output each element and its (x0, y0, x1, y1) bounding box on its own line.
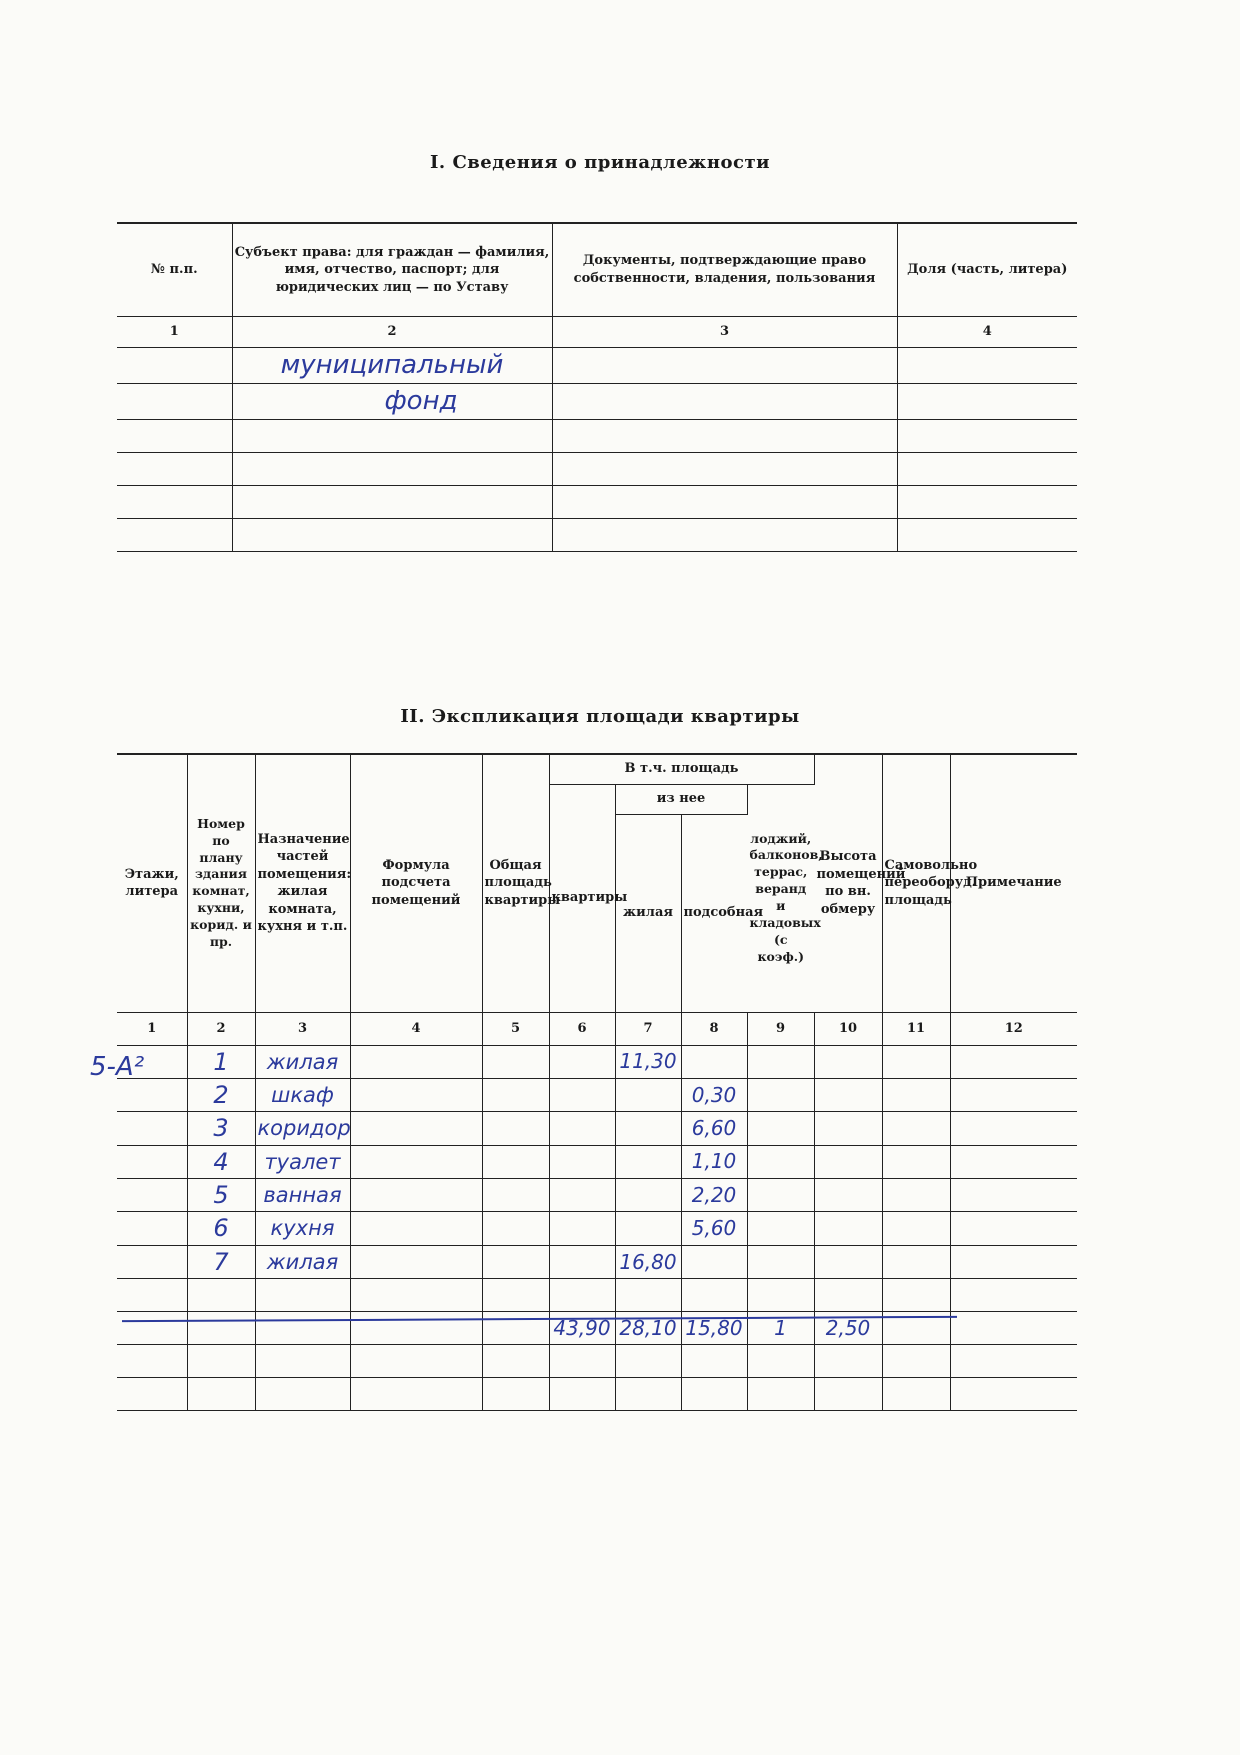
header-purpose: Назначение частей помещения: жилая комната, кухня и т.п. (255, 754, 350, 1012)
aux-area: 6,60 (681, 1112, 747, 1145)
room-number: 3 (187, 1112, 255, 1145)
cell (814, 1212, 882, 1245)
room-number: 1 (187, 1045, 255, 1078)
cell (552, 348, 897, 384)
room-number: 2 (187, 1078, 255, 1111)
handwritten-owner-1: муниципальный (232, 348, 552, 384)
living-area: 11,30 (615, 1045, 681, 1078)
room-number: 5 (187, 1179, 255, 1212)
colnum: 6 (549, 1012, 615, 1045)
room-number: 6 (187, 1212, 255, 1245)
cell (117, 1212, 187, 1245)
cell (950, 1212, 1077, 1245)
table-row (117, 1245, 1077, 1278)
header-loggia: лоджий, балконов, террас, веранд и кладовых (с коэф.) (747, 784, 814, 1012)
total-loggia: 1 (747, 1312, 814, 1345)
table-row (117, 1112, 1077, 1145)
cell (117, 348, 232, 384)
total-aux: 15,80 (681, 1312, 747, 1345)
cell (482, 1145, 549, 1178)
cell (482, 1212, 549, 1245)
living-area (615, 1212, 681, 1245)
colnum: 10 (814, 1012, 882, 1045)
living-area (615, 1112, 681, 1145)
room-number: 4 (187, 1145, 255, 1178)
cell (747, 1212, 814, 1245)
aux-area (681, 1245, 747, 1278)
colnum: 11 (882, 1012, 950, 1045)
colnum: 7 (615, 1012, 681, 1045)
cell (882, 1078, 950, 1111)
colnum: 3 (552, 317, 897, 348)
cell (950, 1078, 1077, 1111)
cell (350, 1112, 482, 1145)
colnum: 1 (117, 1012, 187, 1045)
cell (350, 1212, 482, 1245)
aux-area: 2,20 (681, 1179, 747, 1212)
cell (950, 1145, 1077, 1178)
colnum: 3 (255, 1012, 350, 1045)
room-purpose: жилая (255, 1245, 350, 1278)
cell (747, 1179, 814, 1212)
cell (950, 1112, 1077, 1145)
cell (549, 1045, 615, 1078)
room-purpose: ванная (255, 1179, 350, 1212)
cell (549, 1179, 615, 1212)
colnum: 1 (117, 317, 232, 348)
header-floor: Этажи, литера (117, 754, 187, 1012)
cell (482, 1245, 549, 1278)
cell (747, 1112, 814, 1145)
table-row (117, 1045, 1077, 1078)
cell (549, 1212, 615, 1245)
room-purpose: жилая (255, 1045, 350, 1078)
colnum: 12 (950, 1012, 1077, 1045)
cell (482, 1179, 549, 1212)
cell (482, 1045, 549, 1078)
table-row (117, 1078, 1077, 1111)
living-area (615, 1145, 681, 1178)
floor-label: 5-А² (90, 1052, 145, 1082)
cell (117, 1112, 187, 1145)
aux-area: 5,60 (681, 1212, 747, 1245)
aux-area (681, 1045, 747, 1078)
total-living: 28,10 (615, 1312, 681, 1345)
living-area: 16,80 (615, 1245, 681, 1278)
header-subject: Субъект права: для граждан — фамилия, имя, отчество, паспорт; для юридических лиц — по Уставу (232, 223, 552, 317)
header-room-no: Номер по плану здания комнат, кухни, корид. и пр. (187, 754, 255, 1012)
cell (117, 1179, 187, 1212)
cell (549, 1078, 615, 1111)
cell (117, 1145, 187, 1178)
room-purpose: кухня (255, 1212, 350, 1245)
cell (950, 1245, 1077, 1278)
colnum: 5 (482, 1012, 549, 1045)
colnum: 8 (681, 1012, 747, 1045)
header-height: Высота помещений по вн. обмеру (814, 754, 882, 1012)
cell (350, 1078, 482, 1111)
cell (882, 1112, 950, 1145)
cell (882, 1045, 950, 1078)
header-formula: Формула подсчета помещений (350, 754, 482, 1012)
cell (747, 1145, 814, 1178)
room-purpose: шкаф (255, 1078, 350, 1111)
header-note: Примечание (950, 754, 1077, 1012)
cell (882, 1179, 950, 1212)
cell (814, 1112, 882, 1145)
header-living: жилая (615, 814, 681, 1012)
cell (814, 1245, 882, 1278)
cell (747, 1078, 814, 1111)
cell (549, 1245, 615, 1278)
section2-title: II. Экспликация площади квартиры (400, 706, 800, 727)
cell (882, 1245, 950, 1278)
table-row (117, 1179, 1077, 1212)
ownership-table (117, 222, 1077, 552)
section1-title: I. Сведения о принадлежности (430, 152, 770, 173)
living-area (615, 1179, 681, 1212)
cell (814, 1145, 882, 1178)
header-share: Доля (часть, литера) (897, 223, 1077, 317)
room-purpose: коридор (255, 1112, 350, 1145)
cell (482, 1078, 549, 1111)
header-num: № п.п. (117, 223, 232, 317)
room-number: 7 (187, 1245, 255, 1278)
header-selfbuilt: Самовольно переоборуд. площадь (882, 754, 950, 1012)
area-table (117, 753, 1077, 1411)
cell (117, 1078, 187, 1111)
table-row (117, 1145, 1077, 1178)
cell (814, 1078, 882, 1111)
colnum: 4 (897, 317, 1077, 348)
cell (747, 1045, 814, 1078)
header-docs: Документы, подтверждающие право собственности, владения, пользования (552, 223, 897, 317)
room-purpose: туалет (255, 1145, 350, 1178)
cell (482, 1112, 549, 1145)
colnum: 2 (187, 1012, 255, 1045)
total-apart: 43,90 (549, 1312, 615, 1345)
header-incl: В т.ч. площадь (549, 754, 814, 784)
cell (950, 1179, 1077, 1212)
cell (549, 1112, 615, 1145)
cell (350, 1145, 482, 1178)
cell (897, 384, 1077, 420)
cell (350, 1045, 482, 1078)
aux-area: 1,10 (681, 1145, 747, 1178)
cell (552, 384, 897, 420)
header-of-which: из нее (615, 784, 747, 814)
cell (950, 1045, 1077, 1078)
cell (117, 1245, 187, 1278)
cell (117, 384, 232, 420)
cell (814, 1179, 882, 1212)
cell (897, 348, 1077, 384)
cell (747, 1245, 814, 1278)
cell (350, 1245, 482, 1278)
header-total: Общая площадь квартиры (482, 754, 549, 1012)
table-row (117, 1212, 1077, 1245)
cell (882, 1145, 950, 1178)
living-area (615, 1078, 681, 1111)
header-aux: подсобная (681, 814, 747, 1012)
colnum: 4 (350, 1012, 482, 1045)
handwritten-owner-2: фонд (232, 384, 552, 420)
aux-area: 0,30 (681, 1078, 747, 1111)
cell (814, 1045, 882, 1078)
cell (549, 1145, 615, 1178)
cell (350, 1179, 482, 1212)
colnum: 9 (747, 1012, 814, 1045)
colnum: 2 (232, 317, 552, 348)
cell (882, 1212, 950, 1245)
header-apart: квартиры (549, 784, 615, 1012)
total-height: 2,50 (814, 1312, 882, 1345)
